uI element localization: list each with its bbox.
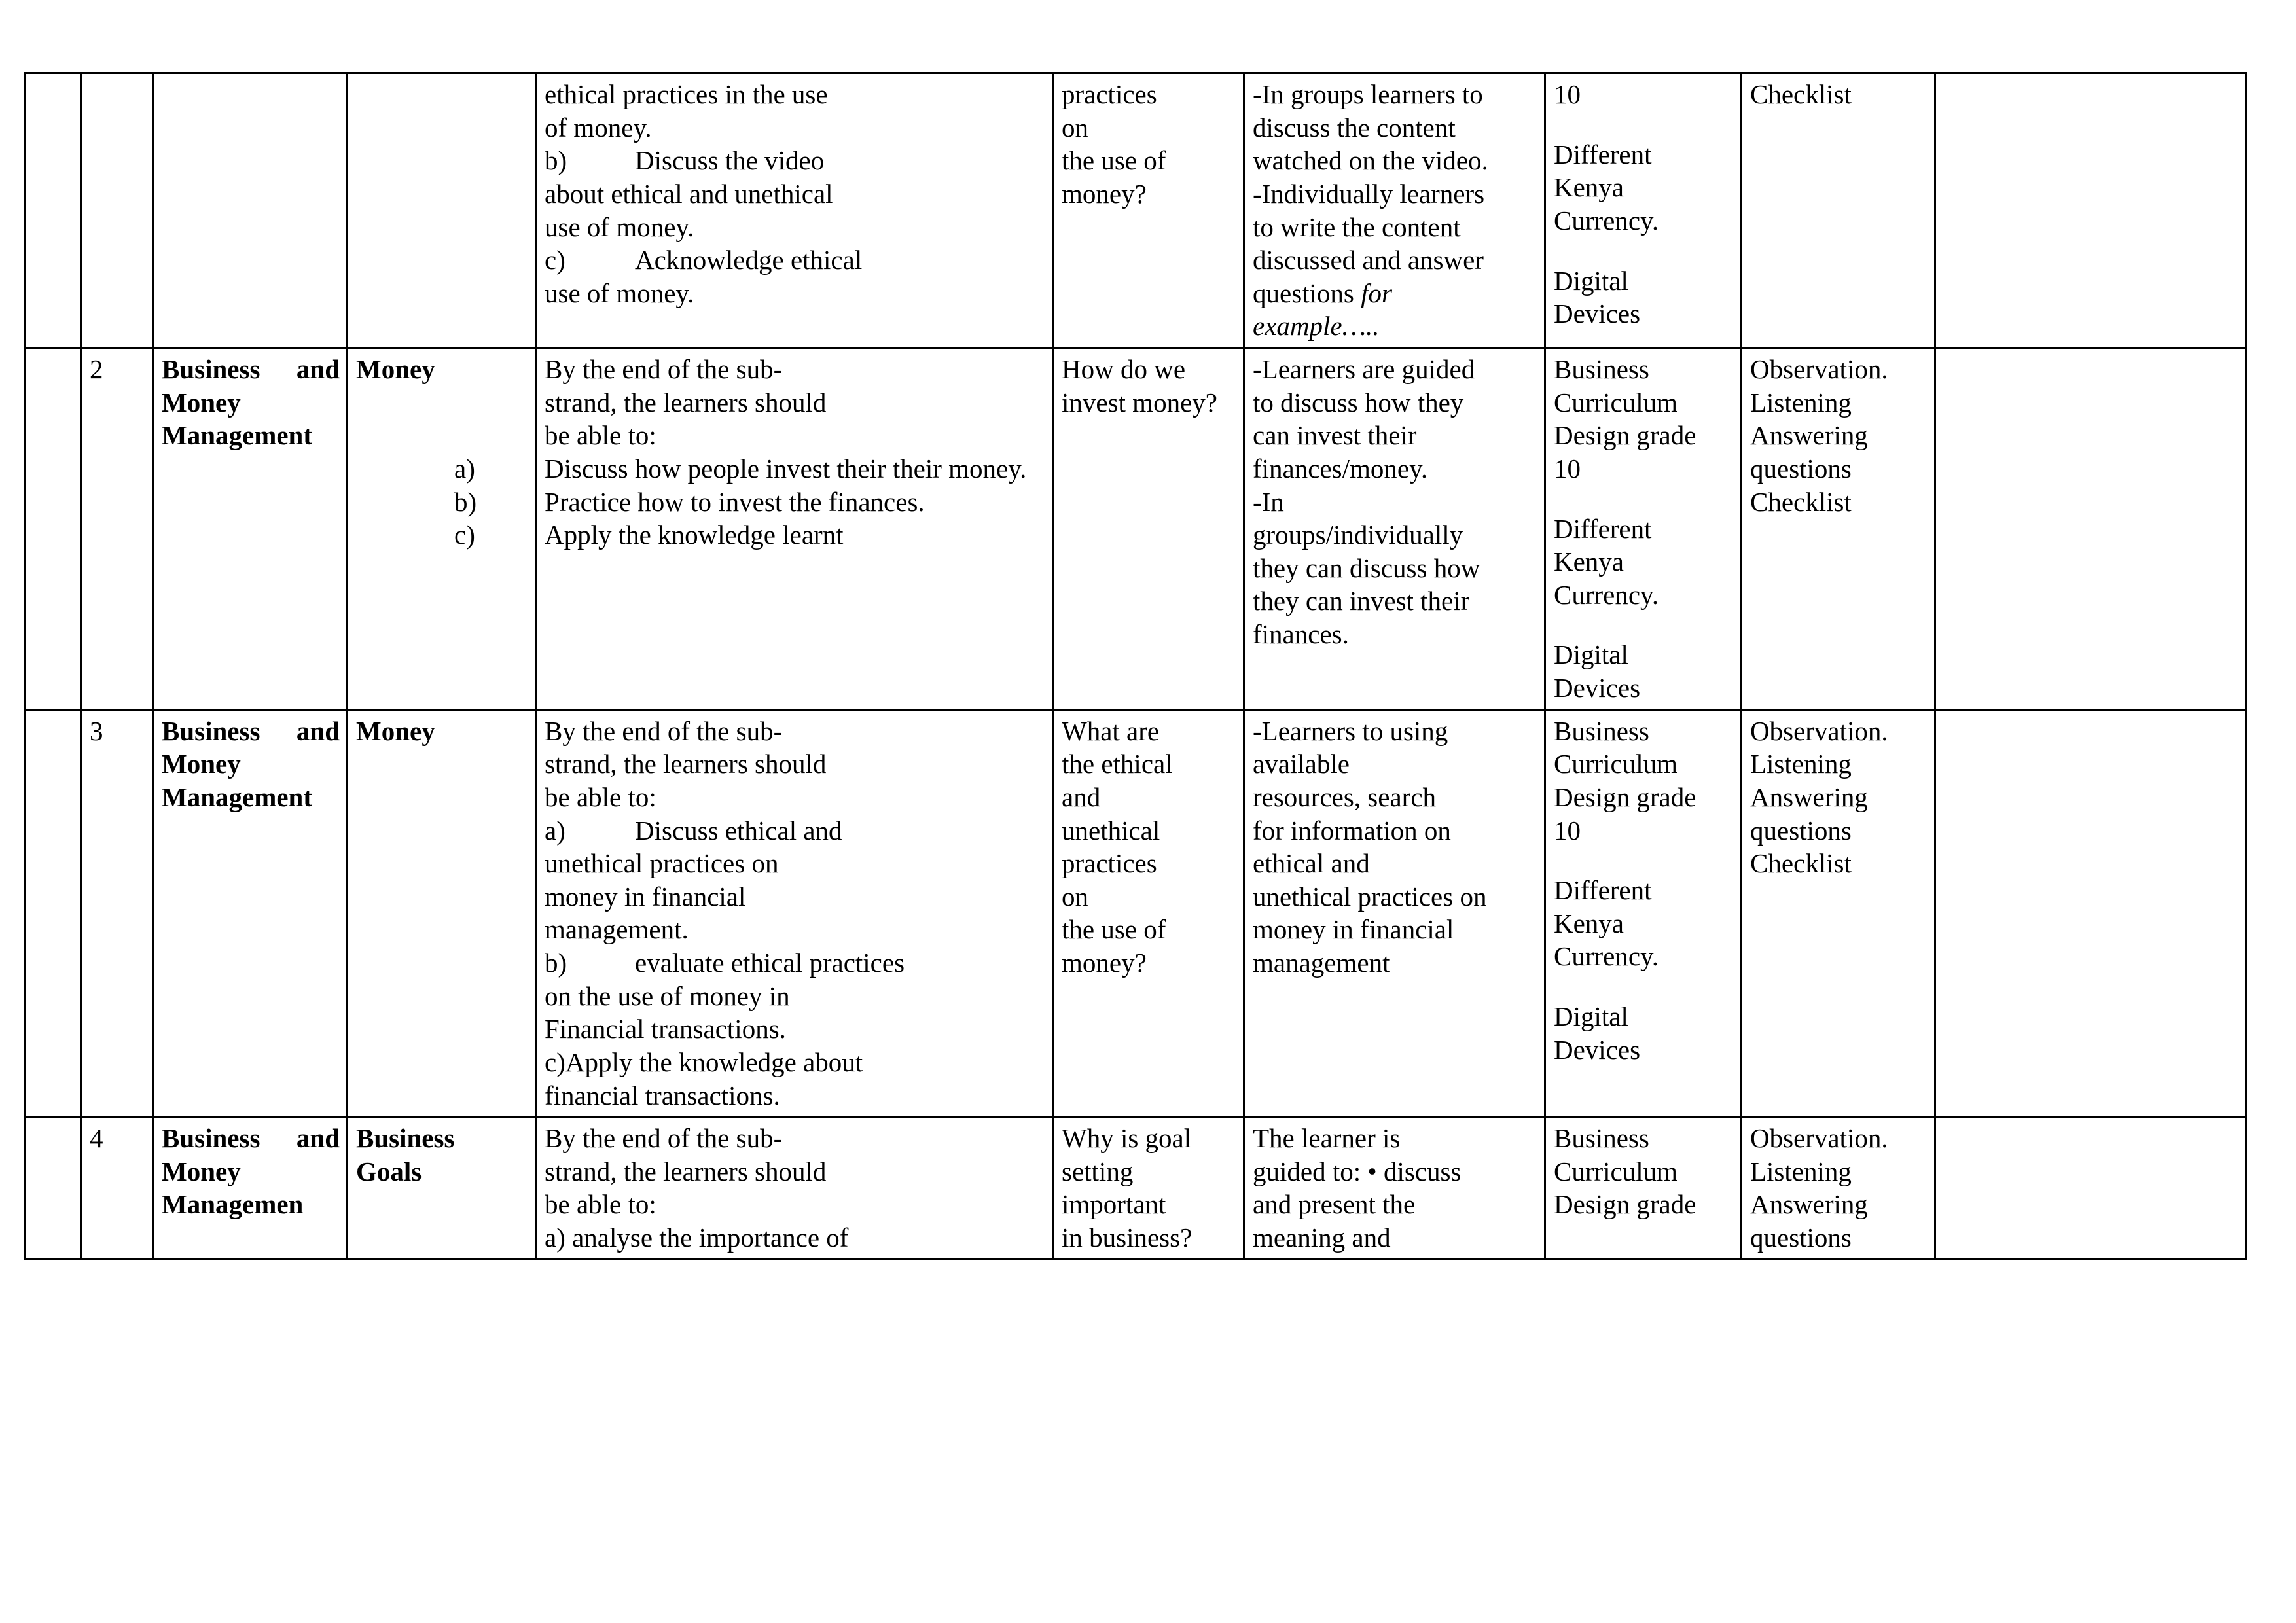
- key-question-line: unethical: [1062, 815, 1160, 846]
- experience-line: to write the content: [1253, 211, 1461, 242]
- outcome-marker: a): [454, 453, 475, 484]
- assessment-line: Listening: [1750, 1156, 1852, 1186]
- resource-line: Design grade: [1554, 1189, 1696, 1220]
- outcome-line: money in financial: [545, 881, 746, 912]
- cell-learning-outcomes: [454, 348, 1053, 710]
- cell-key-question: [1053, 709, 1244, 1117]
- outcome-line: unethical practices on: [545, 848, 779, 879]
- key-question-line: the use of: [1062, 914, 1166, 945]
- outcome-marker: c): [545, 245, 565, 276]
- resource-line: Design grade: [1554, 781, 1696, 812]
- cell-learning-experiences: [1244, 73, 1545, 348]
- strand-line: Management: [162, 420, 313, 451]
- cell-reflection: [1935, 709, 2246, 1117]
- outcome-item-b: [545, 946, 1045, 980]
- resource-line: Different: [1554, 875, 1652, 906]
- resource-line: Digital: [1554, 639, 1628, 670]
- assessment-line: Observation.: [1750, 715, 1888, 746]
- resource-line: Curriculum: [1554, 387, 1678, 418]
- cell-assessment: [1742, 1117, 1935, 1260]
- key-question-line: Why is goal: [1062, 1123, 1192, 1154]
- resource-spacer: [1554, 973, 1734, 1000]
- outcome-line: financial transactions.: [545, 1080, 780, 1111]
- outcome-intro-line: By the end of the sub-: [545, 1123, 783, 1154]
- assessment-line: Checklist: [1750, 486, 1852, 517]
- experience-line: groups/individually: [1253, 520, 1463, 550]
- outcome-line: on the use of money in: [545, 980, 790, 1011]
- cell-reflection: [1935, 1117, 2246, 1260]
- assessment-line: questions: [1750, 815, 1852, 846]
- assessment-line: Observation.: [1750, 354, 1888, 384]
- table-row: [25, 348, 2246, 710]
- cell-lesson: 2: [81, 348, 153, 710]
- outcome-text: Discuss the video: [635, 145, 825, 176]
- outcome-line: about ethical and unethical: [545, 178, 833, 209]
- resource-line: Kenya: [1554, 908, 1624, 938]
- resource-line: Devices: [1554, 673, 1641, 703]
- outcome-intro-line: strand, the learners should: [545, 387, 827, 418]
- cell-learning-experiences: [1244, 709, 1545, 1117]
- experience-line: ethical and: [1253, 848, 1370, 879]
- resource-line: 10: [1554, 453, 1581, 484]
- resource-spacer: [1554, 486, 1734, 512]
- outcome-item-b: [454, 486, 1045, 519]
- outcome-line: use of money.: [545, 211, 694, 242]
- experience-line: resources, search: [1253, 781, 1437, 812]
- cell-learning-resources: [1545, 1117, 1742, 1260]
- outcome-intro-line: strand, the learners should: [545, 749, 827, 779]
- cell-key-question: [1053, 73, 1244, 348]
- key-question-line: money?: [1062, 178, 1147, 209]
- cell-assessment: [1742, 348, 1935, 710]
- outcome-intro-line: be able to:: [545, 1189, 656, 1220]
- experience-text-plain: questions: [1253, 277, 1354, 308]
- cell-assessment: [1742, 73, 1935, 348]
- outcome-item-c: c)Apply the knowledge about: [545, 1046, 863, 1077]
- strand-line: Money: [162, 1156, 241, 1186]
- table-row: [25, 73, 2246, 348]
- resource-line: Digital: [1554, 265, 1628, 296]
- cell-key-question: [1053, 1117, 1244, 1260]
- experience-line: they can invest their: [1253, 586, 1470, 616]
- resource-spacer: [1554, 238, 1734, 264]
- key-question-line: practices: [1062, 848, 1157, 879]
- assessment-line: Checklist: [1750, 848, 1852, 879]
- cell-reflection: [1935, 348, 2246, 710]
- substrand-line: Business: [356, 1123, 455, 1154]
- key-question-line: on: [1062, 881, 1088, 912]
- strand-line: Business and: [162, 715, 340, 746]
- scheme-of-work-table: [24, 72, 2247, 1260]
- outcome-item-b: [545, 144, 1045, 177]
- experience-line: guided to: • discuss: [1253, 1156, 1462, 1186]
- cell-week: [25, 348, 81, 710]
- outcome-text: Practice how to invest the finances.: [545, 486, 925, 517]
- resource-line: Devices: [1554, 1034, 1641, 1065]
- resource-line: Different: [1554, 139, 1652, 169]
- key-question-line: practices: [1062, 79, 1157, 109]
- resource-line: Devices: [1554, 298, 1641, 329]
- outcome-text: Discuss how people invest their their money.: [545, 453, 1027, 484]
- experience-line: management: [1253, 948, 1390, 978]
- outcome-text: Apply the knowledge learnt: [545, 520, 844, 550]
- strand-line: Money: [162, 387, 241, 418]
- experience-line: unethical practices on: [1253, 881, 1487, 912]
- resource-line: 10: [1554, 79, 1581, 109]
- outcome-intro-line: be able to:: [545, 781, 656, 812]
- outcome-text: Discuss ethical and: [635, 815, 842, 846]
- outcome-line: Financial transactions.: [545, 1014, 786, 1044]
- assessment-line: Answering: [1750, 781, 1868, 812]
- outcome-line: of money.: [545, 112, 652, 143]
- cell-learning-experiences: [1244, 1117, 1545, 1260]
- key-question-line: on: [1062, 112, 1088, 143]
- assessment-line: questions: [1750, 1222, 1852, 1253]
- assessment-line: Answering: [1750, 1189, 1868, 1220]
- cell-week: [25, 1117, 81, 1260]
- outcome-marker: b): [545, 145, 567, 176]
- outcome-text: Acknowledge ethical: [635, 245, 863, 276]
- cell-learning-outcomes: [536, 709, 1053, 1117]
- outcome-item-a: [454, 452, 1045, 486]
- resource-line: Kenya: [1554, 546, 1624, 577]
- resource-line: Currency.: [1554, 579, 1659, 610]
- experience-line: -In groups learners to: [1253, 79, 1483, 109]
- cell-week: [25, 73, 81, 348]
- cell-learning-resources: [1545, 73, 1742, 348]
- experience-line: -Learners to using: [1253, 715, 1448, 746]
- cell-lesson: 4: [81, 1117, 153, 1260]
- outcome-intro-line: By the end of the sub-: [545, 715, 783, 746]
- outcome-text: evaluate ethical practices: [635, 948, 905, 978]
- resource-line: Currency.: [1554, 205, 1659, 236]
- cell-lesson: 3: [81, 709, 153, 1117]
- key-question-line: important: [1062, 1189, 1166, 1220]
- resource-line: Kenya: [1554, 172, 1624, 203]
- assessment-line: Checklist: [1750, 79, 1852, 109]
- outcome-intro-line: By the end of the sub-: [545, 354, 783, 384]
- cell-learning-resources: [1545, 709, 1742, 1117]
- experience-text-italic: for: [1354, 277, 1393, 308]
- experience-line: for information on: [1253, 815, 1451, 846]
- resource-line: Business: [1554, 354, 1649, 384]
- resource-line: Digital: [1554, 1001, 1628, 1031]
- key-question-line: the ethical: [1062, 749, 1173, 779]
- substrand-line: Goals: [356, 1156, 422, 1186]
- resource-line: Curriculum: [1554, 1156, 1678, 1186]
- assessment-line: Listening: [1750, 749, 1852, 779]
- resource-line: Different: [1554, 513, 1652, 544]
- key-question-line: setting: [1062, 1156, 1134, 1186]
- strand-line: Business and: [162, 354, 340, 384]
- key-question-line: the use of: [1062, 145, 1166, 176]
- outcome-marker: a): [545, 815, 565, 846]
- key-question-line: What are: [1062, 715, 1160, 746]
- resource-line: Currency.: [1554, 941, 1659, 972]
- experience-line: watched on the video.: [1253, 145, 1488, 176]
- strand-line: Management: [162, 781, 313, 812]
- cell-learning-experiences: [1244, 348, 1545, 710]
- experience-line: meaning and: [1253, 1222, 1391, 1253]
- resource-spacer: [1554, 611, 1734, 638]
- key-question-line: in business?: [1062, 1222, 1193, 1253]
- assessment-line: Listening: [1750, 387, 1852, 418]
- cell-substrand: Money: [348, 348, 536, 710]
- experience-line: finances.: [1253, 619, 1349, 649]
- cell-substrand: [348, 73, 536, 348]
- cell-learning-resources: [1545, 348, 1742, 710]
- resource-line: Business: [1554, 715, 1649, 746]
- cell-strand: [153, 73, 348, 348]
- outcome-line: management.: [545, 914, 689, 945]
- resource-spacer: [1554, 111, 1734, 138]
- outcome-marker: b): [454, 486, 477, 517]
- cell-strand: [153, 348, 348, 710]
- experience-line: discuss the content: [1253, 112, 1456, 143]
- cell-strand: [153, 1117, 348, 1260]
- outcome-line: use of money.: [545, 277, 694, 308]
- strand-line: Money: [162, 749, 241, 779]
- experience-line: to discuss how they: [1253, 387, 1464, 418]
- cell-learning-outcomes: [536, 1117, 1053, 1260]
- outcome-intro-line: strand, the learners should: [545, 1156, 827, 1186]
- experience-line: -Individually learners: [1253, 178, 1485, 209]
- experience-line: The learner is: [1253, 1123, 1401, 1154]
- experience-line: discussed and answer: [1253, 245, 1484, 276]
- key-question-line: invest money?: [1062, 387, 1217, 418]
- cell-learning-outcomes: [536, 73, 1053, 348]
- table-row: [25, 1117, 2246, 1260]
- assessment-line: questions: [1750, 453, 1852, 484]
- experience-line: finances/money.: [1253, 453, 1428, 484]
- experience-line-italic: example…..: [1253, 311, 1380, 342]
- table-row: [25, 709, 2246, 1117]
- experience-line: they can discuss how: [1253, 552, 1480, 583]
- cell-week: [25, 709, 81, 1117]
- cell-lesson: [81, 73, 153, 348]
- resource-line: Curriculum: [1554, 749, 1678, 779]
- resource-spacer: [1554, 847, 1734, 874]
- cell-reflection: [1935, 73, 2246, 348]
- cell-assessment: [1742, 709, 1935, 1117]
- key-question-line: money?: [1062, 948, 1147, 978]
- resource-line: 10: [1554, 815, 1581, 846]
- cell-strand: [153, 709, 348, 1117]
- outcome-item-a: [545, 814, 1045, 847]
- key-question-line: and: [1062, 781, 1101, 812]
- experience-line: money in financial: [1253, 914, 1454, 945]
- cell-substrand: [348, 1117, 536, 1260]
- resource-line: Design grade: [1554, 420, 1696, 451]
- outcome-intro-line: be able to:: [545, 420, 656, 451]
- outcome-item-a: a) analyse the importance of: [545, 1222, 849, 1253]
- experience-line: can invest their: [1253, 420, 1417, 451]
- outcome-item-c: [454, 518, 1045, 552]
- experience-line: -In: [1253, 486, 1284, 517]
- outcome-marker: b): [545, 948, 567, 978]
- experience-line: -Learners are guided: [1253, 354, 1475, 384]
- assessment-line: Observation.: [1750, 1123, 1888, 1154]
- outcome-marker: c): [454, 520, 475, 550]
- experience-line: and present the: [1253, 1189, 1416, 1220]
- strand-line: Managemen: [162, 1189, 304, 1220]
- cell-key-question: [1053, 348, 1244, 710]
- outcome-item-c: [545, 243, 1045, 277]
- key-question-line: How do we: [1062, 354, 1186, 384]
- outcome-line: ethical practices in the use: [545, 79, 828, 109]
- experience-line: available: [1253, 749, 1350, 779]
- cell-substrand: Money: [348, 709, 536, 1117]
- assessment-line: Answering: [1750, 420, 1868, 451]
- resource-line: Business: [1554, 1123, 1649, 1154]
- experience-line-mixed: [1253, 277, 1537, 310]
- strand-line: Business and: [162, 1123, 340, 1154]
